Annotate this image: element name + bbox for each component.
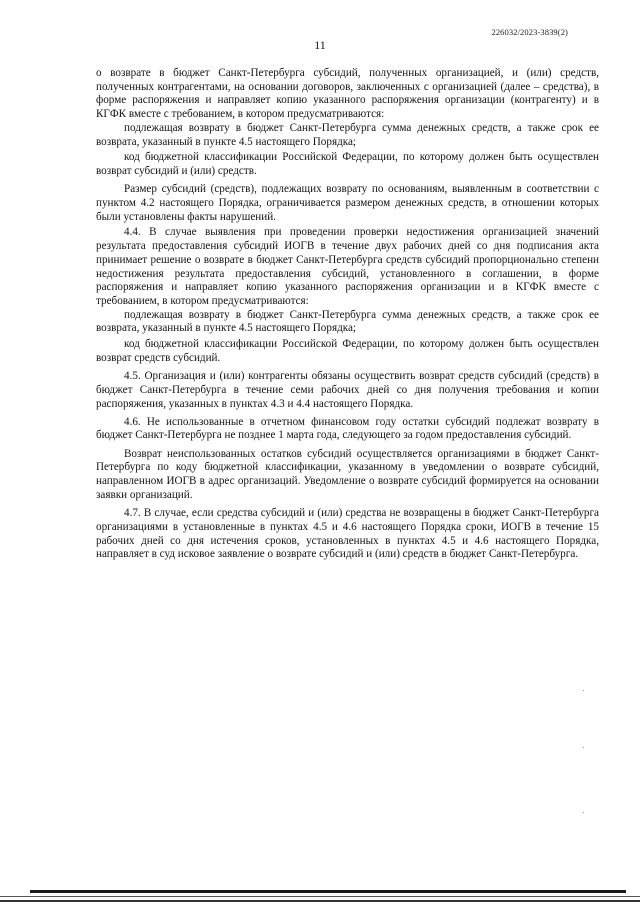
scan-speck: [583, 690, 584, 691]
document-code: 226032/2023-3839(2): [491, 27, 568, 37]
paragraph-4-5: 4.5. Организация и (или) контрагенты обязаны осуществить возврат средств субсидий (средств) в бюджет Санкт-Петербурга в течение семи рабочих дней со дня получения требования и копии распоряжения, указанных в пунктах 4.3 и 4.4 настоящего Порядка.: [96, 370, 599, 410]
paragraph-subsidy-size: Размер субсидий (средств), подлежащих возврату по основаниям, выявленным в соответствии с пунктом 4.2 настоящего Порядка, ограничивается размером денежных средств, в отношении которых были установлены факты нарушений.: [96, 183, 599, 223]
scan-edge-line: [0, 900, 640, 902]
document-body: [96, 67, 599, 562]
paragraph-budget-code-2: код бюджетной классификации Российской Федерации, по которому должен быть осуществлен возврат средств субсидий.: [96, 338, 599, 364]
scan-edge-line: [30, 890, 626, 893]
paragraph-return-amount-2: подлежащая возврату в бюджет Санкт-Петербурга сумма денежных средств, а также срок ее возврата, указанный в пункте 4.5 настоящего Порядка;: [96, 308, 599, 335]
paragraph-budget-code: код бюджетной классификации Российской Федерации, по которому должен быть осуществлен возврат субсидий и (или) средств.: [96, 151, 599, 178]
paragraph-continuation: о возврате в бюджет Санкт-Петербурга субсидий, полученных организацией, и (или) средств, полученных контрагентами, на основании договоров, заключенных с организацией (далее – средства), в форме распоряжения и направляет копию указанного распоряжения организации (контрагенту) и в КГФК вместе с требованием, в котором предусматриваются:: [96, 67, 599, 121]
paragraph-4-4: 4.4. В случае выявления при проведении проверки недостижения организацией значений результата предоставления субсидий ИОГВ в течение двух рабочих дней со дня подписания акта принимает решение о возврате в бюджет Санкт-Петербурга средств субсидий пропорционально степени недостижения результата предоставления субсидий, установленного в соглашении, в форме распоряжения и направляет копию указанного распоряжения организации и в КГФК вместе с требованием, в котором предусматриваются:: [96, 226, 599, 307]
page-number: 11: [314, 38, 326, 52]
scan-edge-line: [0, 896, 640, 897]
paragraph-4-6: 4.6. Не использованные в отчетном финансовом году остатки субсидий подлежат возврату в бюджет Санкт-Петербурга не позднее 1 марта года, следующего за годом предоставления субсидий.: [96, 415, 599, 442]
paragraph-unused-balances: Возврат неиспользованных остатков субсидий осуществляется организациями в бюджет Санкт-Петербурга по коду бюджетной классификации, указанному в уведомлении о возврате субсидий, направленном ИОГВ в адрес организаций. Уведомление о возврате субсидий формируется на основании заявки организаций.: [96, 447, 599, 501]
scan-speck: [583, 812, 584, 813]
scan-speck: [583, 747, 584, 748]
paragraph-4-7: 4.7. В случае, если средства субсидий и (или) средства не возвращены в бюджет Санкт-Петербурга организациями в установленные в пунктах 4.5 и 4.6 настоящего Порядка сроки, ИОГВ в течение 15 рабочих дней со дня истечения сроков, установленных в пунктах 4.5 и 4.6 настоящего Порядка, направляет в суд исковое заявление о возврате субсидий и (или) средств в бюджет Санкт-Петербурга.: [96, 507, 599, 561]
paragraph-return-amount: подлежащая возврату в бюджет Санкт-Петербурга сумма денежных средств, а также срок ее возврата, указанный в пункте 4.5 настоящего Порядка;: [96, 121, 599, 148]
